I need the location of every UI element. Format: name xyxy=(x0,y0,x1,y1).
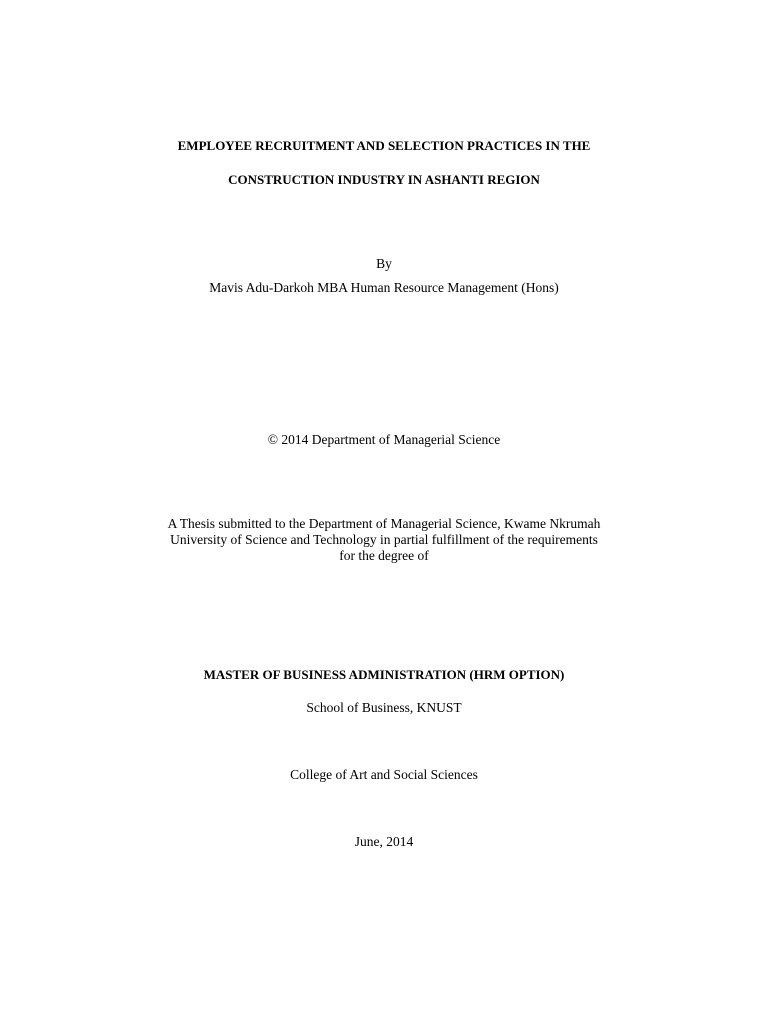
submission-statement-line-3: for the degree of xyxy=(339,548,429,563)
degree-name: MASTER OF BUSINESS ADMINISTRATION (HRM OPTION) xyxy=(203,667,565,682)
author-name: Mavis Adu-Darkoh MBA Human Resource Management (Hons) xyxy=(209,280,559,295)
copyright-notice: © 2014 Department of Managerial Science xyxy=(267,432,501,447)
college-name: College of Art and Social Sciences xyxy=(290,767,478,782)
by-label: By xyxy=(376,256,392,271)
thesis-title-line-2: CONSTRUCTION INDUSTRY IN ASHANTI REGION xyxy=(228,172,540,187)
submission-date: June, 2014 xyxy=(354,834,414,849)
submission-statement-line-2: University of Science and Technology in partial fulfillment of the requirements xyxy=(170,532,598,547)
school-name: School of Business, KNUST xyxy=(306,700,462,715)
submission-statement-line-1: A Thesis submitted to the Department of Managerial Science, Kwame Nkrumah xyxy=(167,516,601,531)
thesis-title-line-1: EMPLOYEE RECRUITMENT AND SELECTION PRACTICES IN THE xyxy=(177,138,591,153)
